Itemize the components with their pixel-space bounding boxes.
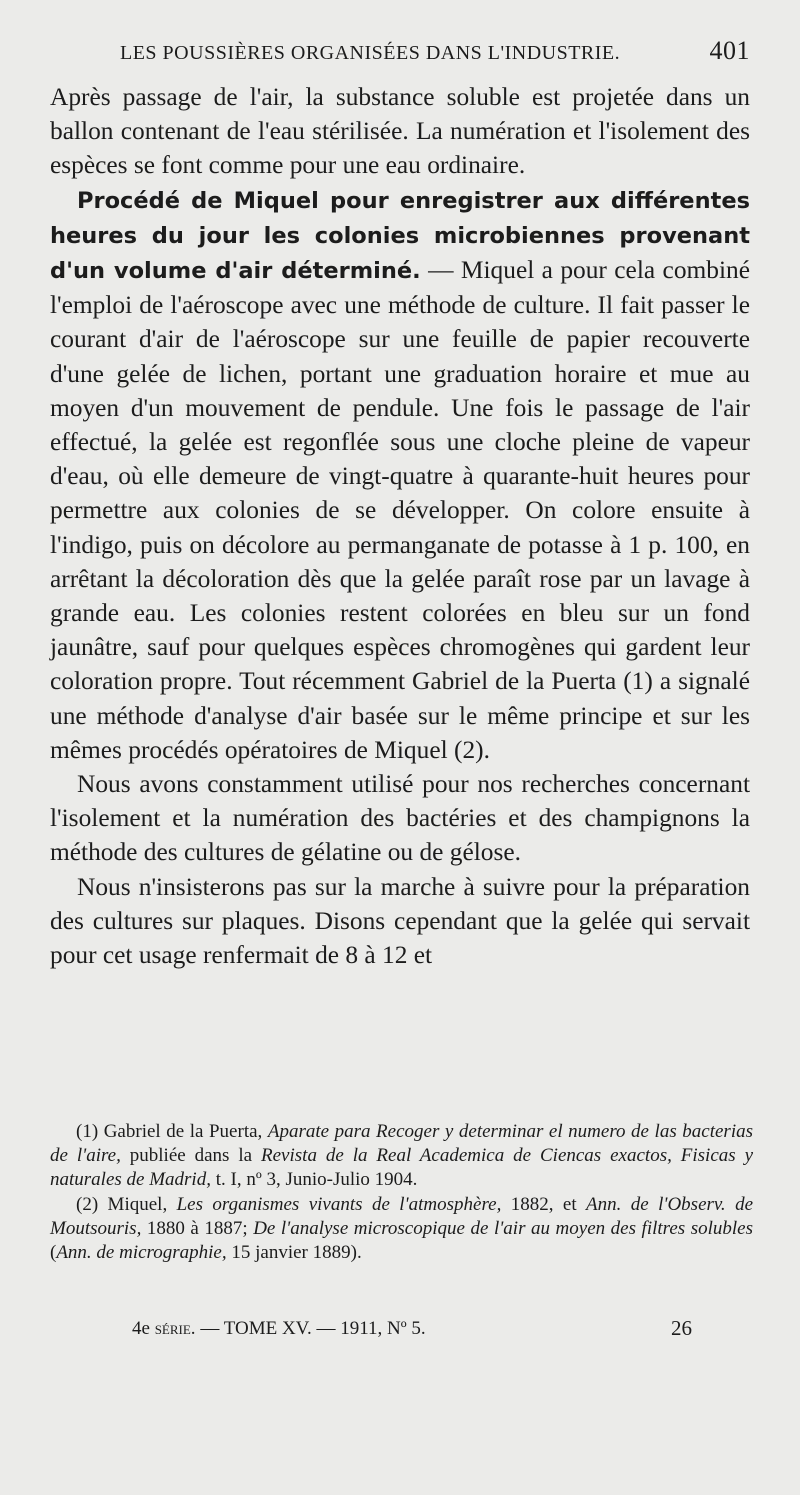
footnote-journal: Revista de la Real Academica de Ciencas exactos, Fisicas y naturales de Madrid,: [50, 1145, 754, 1191]
footnote-text: 1880 à 1887;: [141, 1217, 254, 1239]
footnote-2: [50, 1193, 753, 1266]
paragraph-text: — Miquel a pour cela combiné l'emploi de l'aéroscope avec une méthode de culture. Il fait passer le courant d'air de l'aéroscope sur une feuille de papier recouverte d'une gelée de lichen, portant une graduation horaire et mue au moyen d'un mouvement de pendule. Une fois le passage de l'air effectué, la gelée est regonflée sous une cloche pleine de vapeur d'eau, où elle demeure de vingt-quatre à quarante-huit heures pour permettre aux colonies de se développer. On colore ensuite à l'indigo, puis on décolore au permanganate de potasse à 1 p. 100, en arrêtant la décoloration dès que la gelée paraît rose par un lavage à grande eau. Les colonies restent colorées en bleu sur un fond jaunâtre, sauf pour quelques espèces chromogènes qui gardent leur coloration propre. Tout récemment Gabriel de la Puerta (1) a signalé une méthode d'analyse d'air basée sur le même principe et sur les mêmes procédés opératoires de Miquel (2).: [50, 256, 750, 764]
sheet-number: 26: [671, 1316, 692, 1340]
signature-line: [132, 1318, 692, 1348]
footnote-text: t. I, nº 3, Junio-Julio 1904.: [210, 1169, 418, 1191]
footnote-journal: Ann. de l'Observ. de Moutsouris,: [50, 1193, 754, 1239]
series-info: [132, 1318, 426, 1340]
footnote-title: De l'analyse microscopique de l'air au moyen des filtres solubles: [253, 1217, 753, 1239]
footnote-text: 15 janvier 1889).: [226, 1242, 362, 1264]
section-heading: Procédé de Miquel pour enregistrer aux différentes heures du jour les colonies microbiennes provenant d'un volume d'air déterminé.: [50, 187, 750, 285]
footnote-journal: Ann. de micrographie,: [56, 1242, 227, 1264]
page-number: 401: [709, 36, 750, 65]
footnote-text: (1) Gabriel de la Puerta,: [76, 1121, 268, 1142]
series-word: série.: [154, 1318, 196, 1339]
footnote-title: Aparate para Recoger y determinar el numero de las bacterias de l'aire,: [50, 1121, 753, 1167]
footnote-text: (: [50, 1242, 57, 1264]
footnote-text: 1882, et: [501, 1193, 587, 1215]
footnote-text: (2) Miquel,: [76, 1193, 177, 1215]
series-number: 4e: [132, 1318, 150, 1339]
running-title: LES POUSSIÈRES ORGANISÉES DANS L'INDUSTRIE.: [120, 42, 621, 64]
paragraph-miquel-procedure: [50, 183, 750, 767]
tome-info: — TOME XV. — 1911, Nº 5.: [195, 1318, 426, 1339]
footnotes: [50, 1120, 753, 1265]
body-text: [50, 80, 750, 972]
paragraph-continuation: Après passage de l'air, la substance soluble est projetée dans un ballon contenant de l'eau stérilisée. La numération et l'isolement des espèces se font comme pour une eau ordinaire.: [50, 83, 750, 180]
running-head: [120, 36, 760, 70]
paragraph-cultures: Nous n'insisterons pas sur la marche à suivre pour la préparation des cultures sur plaques. Disons cependant que la gelée qui servait pour cet usage renfermait de 8 à 12 et: [50, 872, 750, 970]
paragraph-methods: Nous avons constamment utilisé pour nos recherches concernant l'isolement et la numération des bactéries et des champignons la méthode des cultures de gélatine ou de gélose.: [50, 770, 750, 867]
footnote-text: publiée dans la: [120, 1145, 262, 1167]
footnote-title: Les organismes vivants de l'atmosphère,: [176, 1193, 502, 1215]
footnote-1: [50, 1120, 753, 1193]
